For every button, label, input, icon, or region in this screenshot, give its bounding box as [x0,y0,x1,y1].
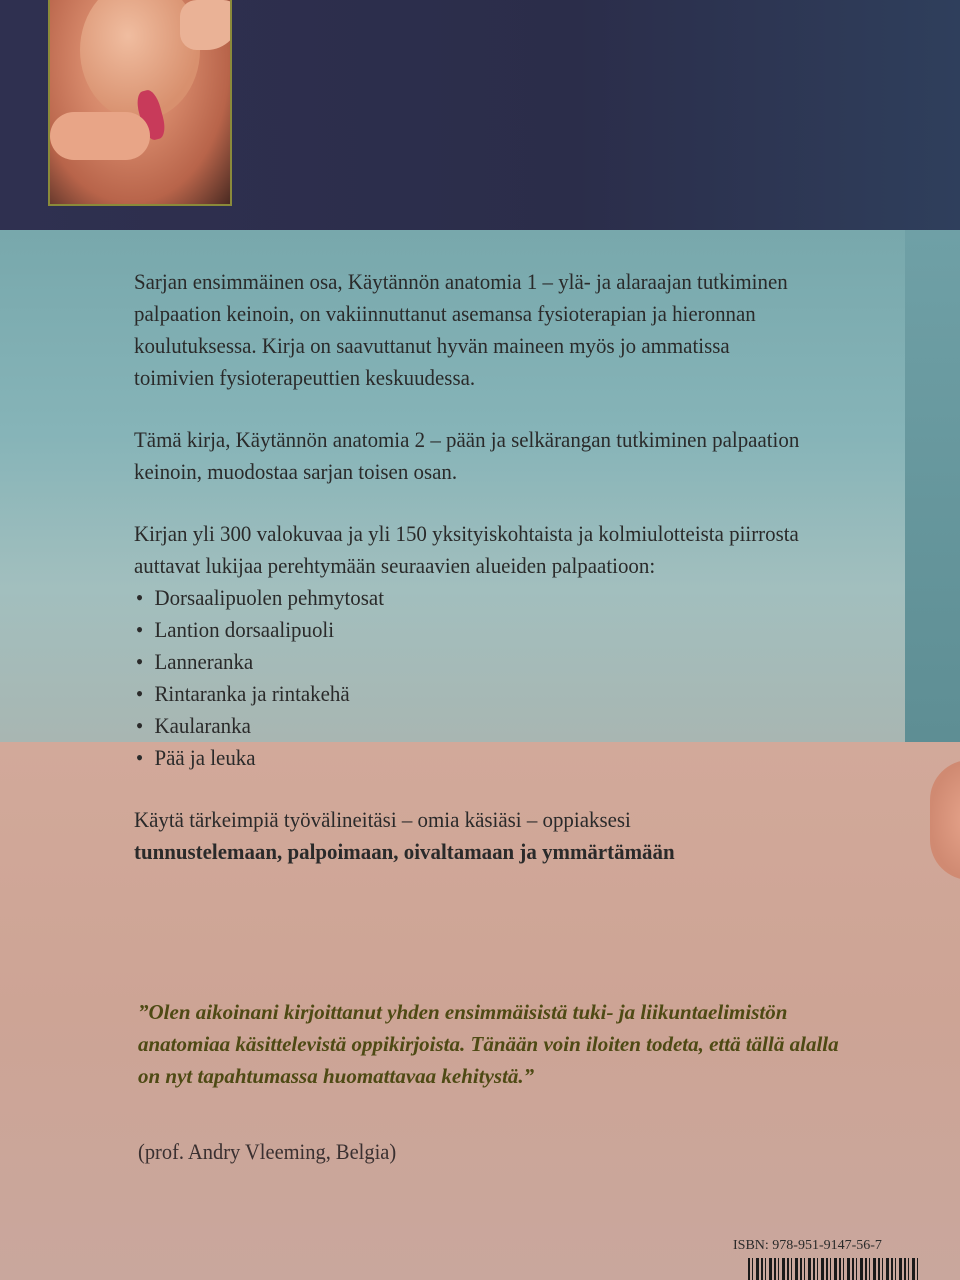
back-cover-text [134,266,804,868]
closing-text: Käytä tärkeimpiä työvälineitäsi – omia käsiäsi – oppiaksesi [134,807,631,832]
bullet-icon: • [135,649,144,674]
list-item: • Lantion dorsaalipuoli [134,614,804,646]
bullet-icon: • [135,585,144,610]
intro-paragraph: Sarjan ensimmäinen osa, Käytännön anatomia 1 – ylä- ja alaraajan tutkiminen palpaation keinoin, on vakiinnuttanut asemansa fysioterapian ja hieronnan koulutuksessa. Kirja on saavuttanut hyvän maineen myös jo ammatissa toimivien fysioterapeuttien keskuudessa. [134,269,788,390]
closing-bold-text: tunnustelemaan, palpoimaan, oivaltamaan ja ymmärtämään [134,839,675,864]
list-item: • Kaularanka [134,710,804,742]
cover-photo [48,0,232,206]
book-paragraph: Tämä kirja, Käytännön anatomia 2 – pään ja selkärangan tutkiminen palpaation keinoin, muodostaa sarjan toisen osan. [134,427,800,484]
bullet-icon: • [135,713,144,738]
barcode [748,1258,918,1280]
regions-list [134,582,804,774]
bullet-icon: • [135,617,144,642]
closing-paragraph [134,804,804,868]
photo-palpating-hand [50,112,150,160]
list-item: • Pää ja leuka [134,742,804,774]
testimonial-quote: ”Olen aikoinani kirjoittanut yhden ensimmäisistä tuki- ja liikuntaelimistön anatomiaa käsittelevistä oppikirjoista. Tänään voin iloiten todeta, että tällä alalla on nyt tapahtumassa huomattavaa kehitystä.” [138,1000,839,1088]
photo-upper-hand [180,0,232,50]
bullet-icon: • [135,745,144,770]
isbn-label: ISBN: 978-951-9147-56-7 [733,1238,882,1253]
list-item: • Dorsaalipuolen pehmytosat [134,582,804,614]
cover-top-band [0,0,960,230]
cover-middle-band-edge [905,230,960,742]
bullet-icon: • [135,681,144,706]
list-item: • Lanneranka [134,646,804,678]
quote-attribution: (prof. Andry Vleeming, Belgia) [138,1139,397,1164]
illustrations-paragraph: Kirjan yli 300 valokuvaa ja yli 150 yksityiskohtaista ja kolmiulotteista piirrosta auttavat lukijaa perehtymään seuraavien alueiden palpaatioon: [134,521,799,578]
list-item: • Rintaranka ja rintakehä [134,678,804,710]
